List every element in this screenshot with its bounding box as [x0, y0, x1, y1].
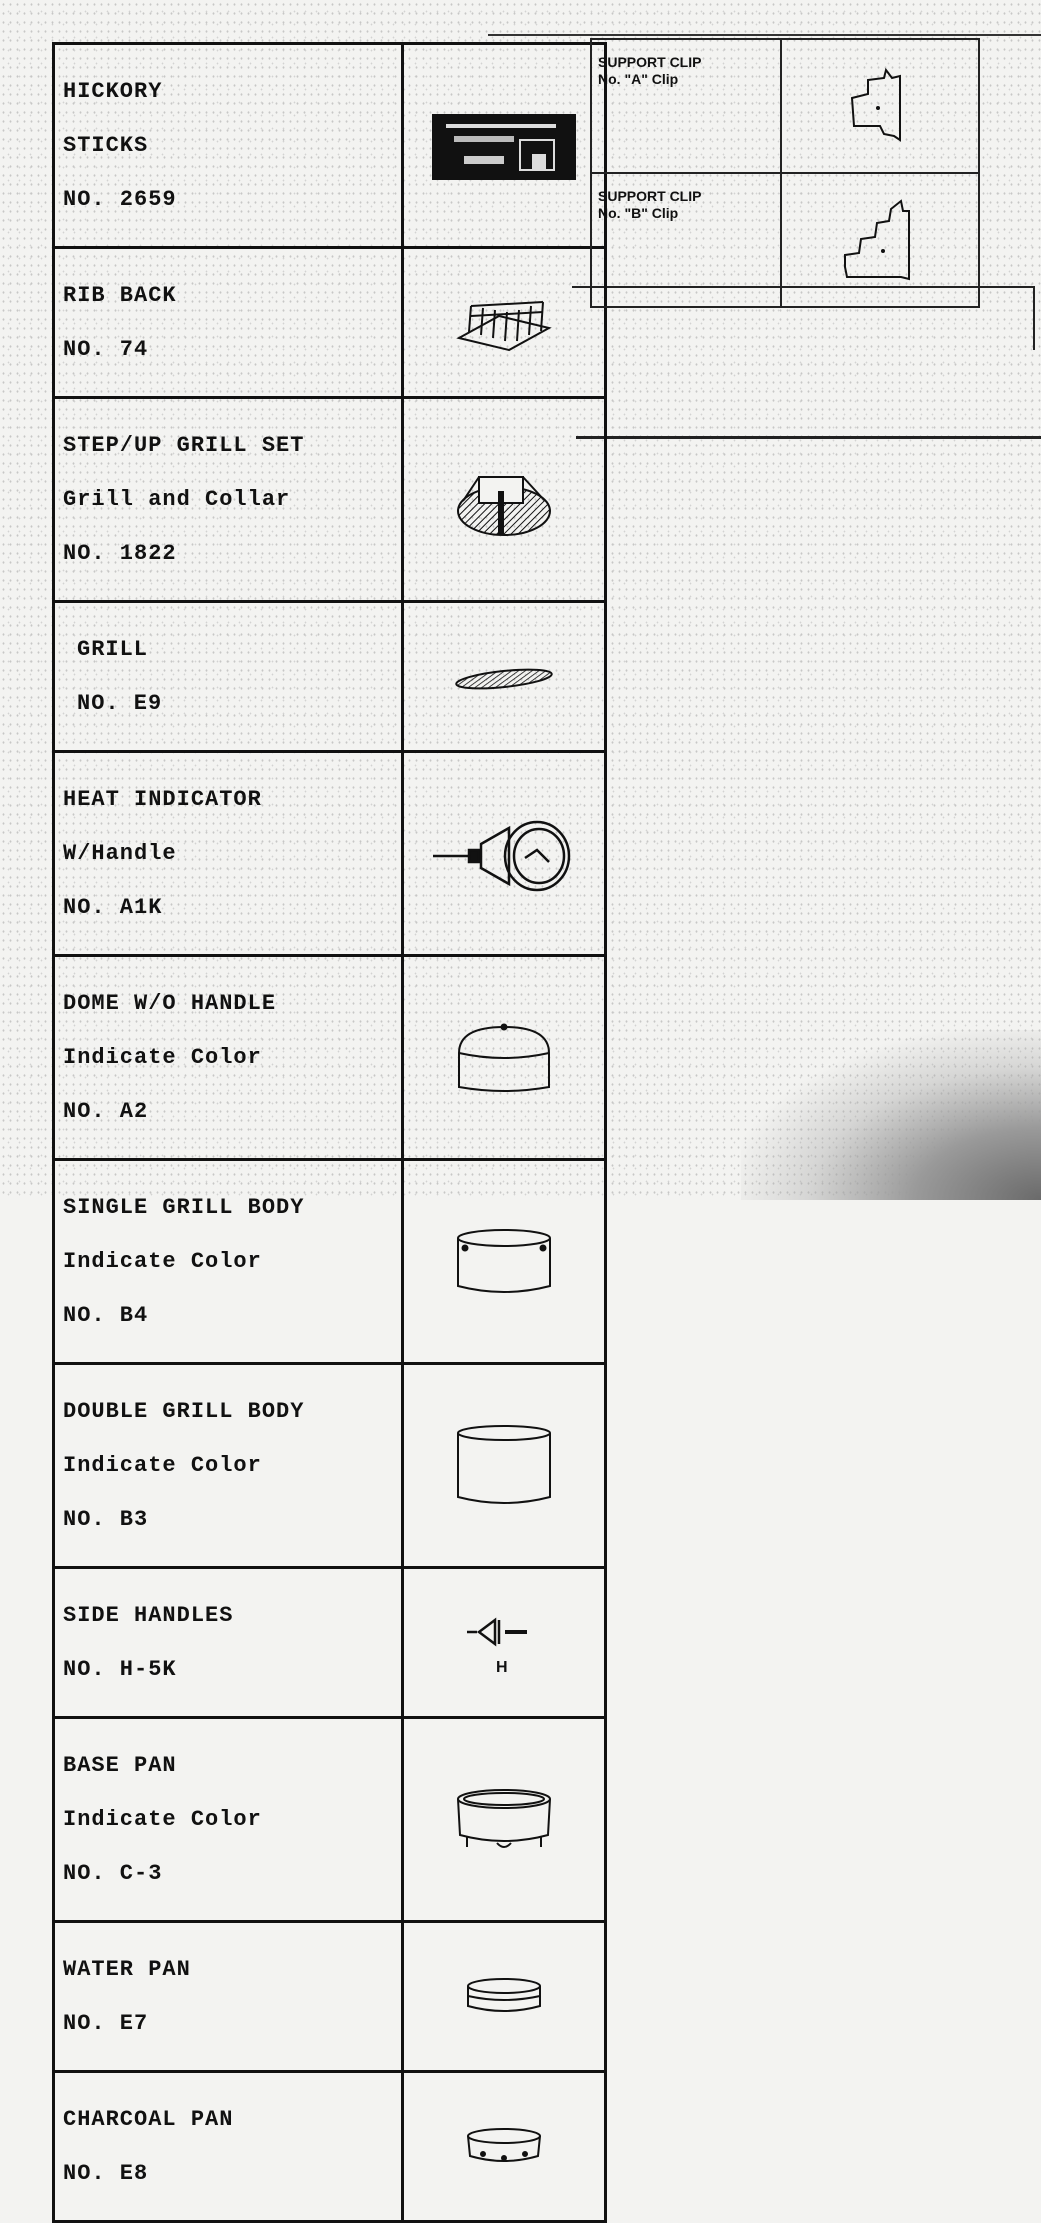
top-rule [488, 34, 1041, 36]
dome-icon [403, 956, 606, 1160]
part-name: HICKORY [63, 79, 163, 104]
part-label [54, 2072, 403, 2222]
part-label [54, 1718, 403, 1922]
part-name: GRILL [77, 637, 149, 662]
table-row [54, 1364, 606, 1568]
part-name: BASE PAN [63, 1753, 177, 1778]
part-name-2: Indicate Color [63, 1807, 262, 1832]
part-name: CHARCOAL PAN [63, 2107, 234, 2132]
part-label [54, 248, 403, 398]
part-number: NO. H-5K [63, 1657, 177, 1682]
support-clip-table [590, 38, 980, 308]
scan-shadow [741, 1030, 1041, 1200]
single-grill-body-icon [403, 1160, 606, 1364]
part-label [54, 1568, 403, 1718]
part-name: SINGLE GRILL BODY [63, 1195, 305, 1220]
part-name: SIDE HANDLES [63, 1603, 234, 1628]
table-row [54, 956, 606, 1160]
support-clip-a-icon [781, 39, 979, 173]
base-pan-icon [403, 1718, 606, 1922]
part-number: NO. 74 [63, 337, 149, 362]
part-number: NO. C-3 [63, 1861, 163, 1886]
table-row [54, 1718, 606, 1922]
rib-rack-icon [403, 248, 606, 398]
water-pan-icon [403, 1922, 606, 2072]
mid-rule-1-end [1033, 286, 1035, 350]
heat-indicator-icon [403, 752, 606, 956]
table-row [591, 39, 979, 173]
part-number: NO. 1822 [63, 541, 177, 566]
part-name-2: STICKS [63, 133, 149, 158]
side-handle-icon [403, 1568, 606, 1718]
part-name: WATER PAN [63, 1957, 191, 1982]
step-up-grill-icon [403, 398, 606, 602]
clip-label [591, 173, 781, 307]
part-label [54, 398, 403, 602]
part-number: NO. A2 [63, 1099, 149, 1124]
part-name-2: Indicate Color [63, 1249, 262, 1274]
table-row [54, 1568, 606, 1718]
clip-number: No. "A" Clip [598, 71, 679, 87]
part-number: NO. A1K [63, 895, 163, 920]
part-label [54, 602, 403, 752]
table-row [54, 2072, 606, 2222]
hickory-sticks-package-icon [403, 44, 606, 248]
double-grill-body-icon [403, 1364, 606, 1568]
part-number: NO. B4 [63, 1303, 149, 1328]
charcoal-pan-icon [403, 2072, 606, 2222]
mid-rule-2 [576, 436, 1041, 439]
part-number: NO. E7 [63, 2011, 149, 2036]
part-label [54, 1922, 403, 2072]
part-label [54, 956, 403, 1160]
clip-name: SUPPORT CLIP [598, 54, 702, 70]
table-row [54, 44, 606, 248]
table-row [54, 602, 606, 752]
parts-table [52, 42, 607, 2223]
clip-number: No. "B" Clip [598, 205, 679, 221]
part-label [54, 1160, 403, 1364]
part-number: NO. B3 [63, 1507, 149, 1532]
side-handle-caption: H [496, 1658, 508, 1676]
part-number: NO. E9 [77, 691, 163, 716]
support-clip-b-icon [781, 173, 979, 307]
part-name: DOME W/O HANDLE [63, 991, 277, 1016]
table-row [54, 248, 606, 398]
clip-name: SUPPORT CLIP [598, 188, 702, 204]
part-name: DOUBLE GRILL BODY [63, 1399, 305, 1424]
part-label [54, 1364, 403, 1568]
part-name: RIB BACK [63, 283, 177, 308]
table-row [54, 1160, 606, 1364]
table-row [54, 1922, 606, 2072]
part-name-2: Indicate Color [63, 1045, 262, 1070]
table-row [591, 173, 979, 307]
part-label [54, 44, 403, 248]
table-row [54, 752, 606, 956]
part-name-2: W/Handle [63, 841, 177, 866]
part-name-2: Indicate Color [63, 1453, 262, 1478]
table-row [54, 398, 606, 602]
part-name: HEAT INDICATOR [63, 787, 262, 812]
part-label [54, 752, 403, 956]
part-name-2: Grill and Collar [63, 487, 291, 512]
grill-icon [403, 602, 606, 752]
clip-label [591, 39, 781, 173]
part-number: NO. 2659 [63, 187, 177, 212]
part-number: NO. E8 [63, 2161, 149, 2186]
part-name: STEP/UP GRILL SET [63, 433, 305, 458]
